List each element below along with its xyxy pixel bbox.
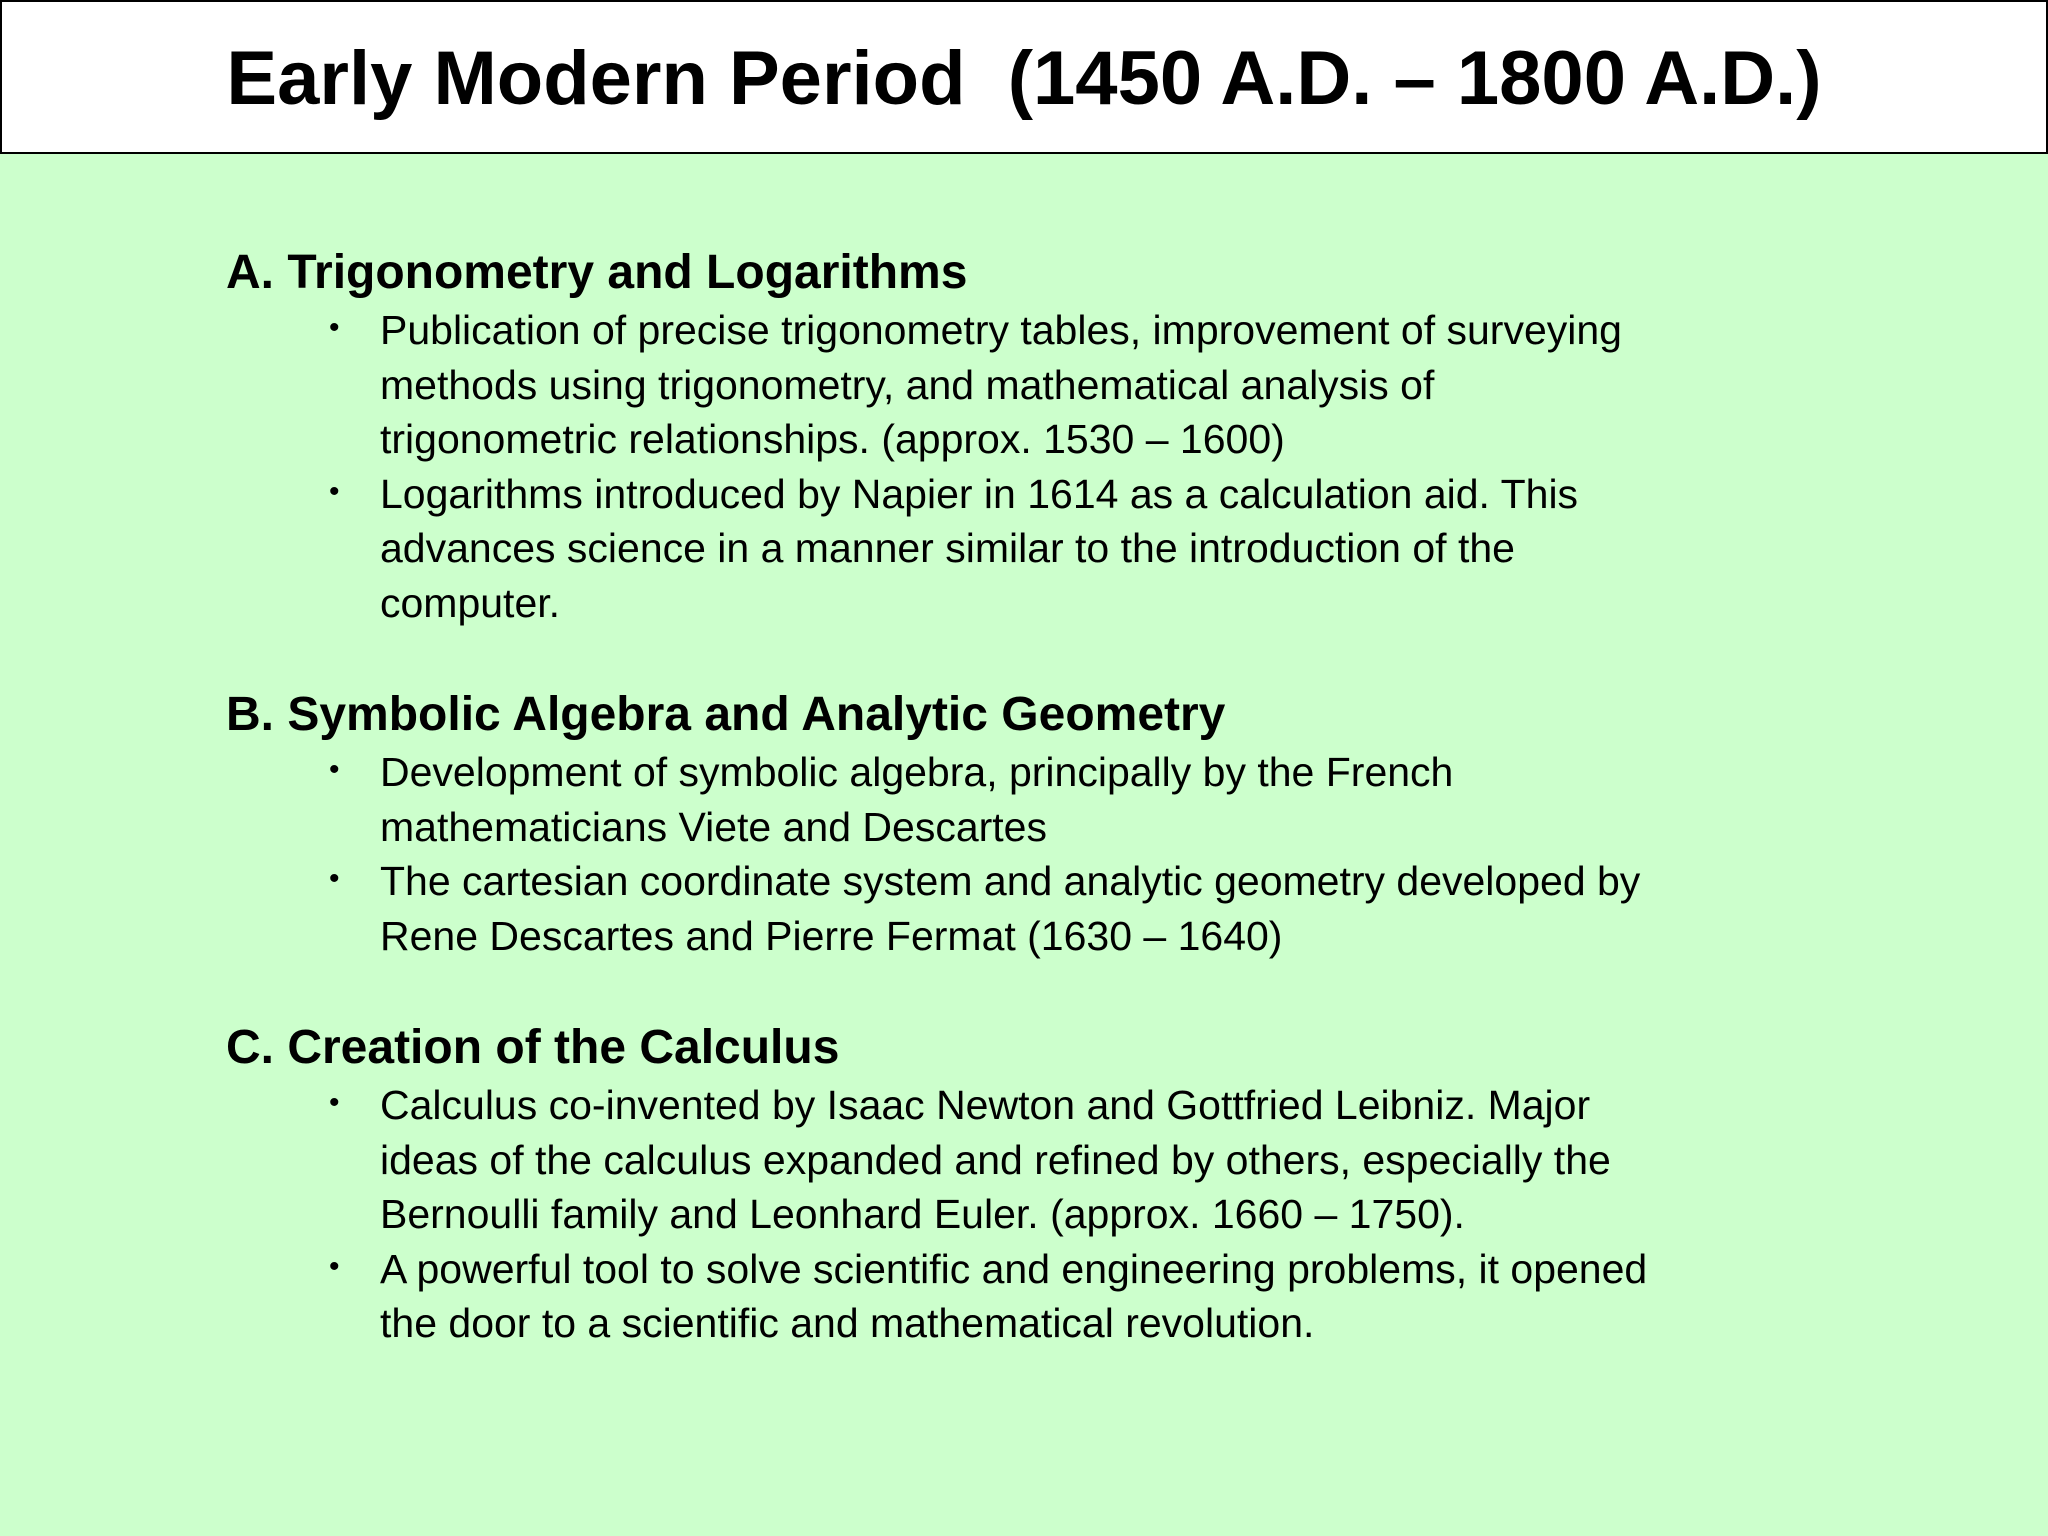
- bullet-text: [380, 303, 1880, 467]
- bullet-line: methods using trigonometry, and mathematical analysis of: [380, 361, 1435, 408]
- bullet-line: Rene Descartes and Pierre Fermat (1630 – 1640): [380, 912, 1283, 959]
- bullet-item: [329, 1242, 1880, 1351]
- bullet-line: the door to a scientific and mathematical revolution.: [380, 1300, 1315, 1346]
- bullet-icon: •: [329, 753, 340, 786]
- section-heading: C. Creation of the Calculus: [226, 1021, 840, 1074]
- bullet-line: A powerful tool to solve scientific and engineering problems, it opened: [380, 1245, 1648, 1292]
- section-calculus: [226, 1018, 1846, 1351]
- bullet-text: [380, 467, 1880, 631]
- bullet-line: The cartesian coordinate system and analytic geometry developed by: [380, 858, 1641, 904]
- section-heading: B. Symbolic Algebra and Analytic Geometry: [226, 688, 1226, 741]
- bullet-list: [226, 1078, 1846, 1351]
- bullet-item: [329, 854, 1880, 963]
- bullet-line: ideas of the calculus expanded and refined by others, especially the: [380, 1136, 1611, 1183]
- bullet-line: Calculus co-invented by Isaac Newton and Gottfried Leibniz. Major: [380, 1082, 1591, 1128]
- bullet-icon: •: [329, 474, 340, 508]
- bullet-text: [380, 1078, 1880, 1242]
- bullet-line: advances science in a manner similar to the introduction of the: [380, 525, 1515, 571]
- bullet-list: [226, 303, 1846, 630]
- section-heading: A. Trigonometry and Logarithms: [226, 246, 968, 299]
- title-bar: [0, 0, 2048, 154]
- slide-title: Early Modern Period (1450 A.D. – 1800 A.D.): [226, 35, 1822, 121]
- slide-content: [226, 243, 1846, 1351]
- bullet-line: Publication of precise trigonometry tables, improvement of surveying: [380, 307, 1622, 353]
- bullet-text: [380, 1242, 1880, 1351]
- bullet-item: [329, 1078, 1880, 1242]
- bullet-item: [329, 303, 1880, 467]
- bullet-list: [226, 745, 1846, 963]
- bullet-line: mathematicians Viete and Descartes: [380, 803, 1047, 850]
- bullet-line: computer.: [380, 579, 561, 626]
- bullet-line: Development of symbolic algebra, principally by the French: [380, 749, 1454, 795]
- bullet-line: Logarithms introduced by Napier in 1614 as a calculation aid. This: [380, 470, 1579, 517]
- bullet-item: [329, 467, 1880, 631]
- bullet-icon: •: [329, 1086, 340, 1119]
- bullet-icon: •: [329, 1249, 340, 1283]
- bullet-text: [380, 854, 1880, 963]
- bullet-line: trigonometric relationships. (approx. 1530 – 1600): [380, 416, 1285, 462]
- bullet-icon: •: [329, 311, 340, 344]
- section-algebra-geometry: [226, 685, 1846, 963]
- section-trigonometry: [226, 243, 1846, 630]
- bullet-text: [380, 745, 1880, 854]
- bullet-line: Bernoulli family and Leonhard Euler. (approx. 1660 – 1750).: [380, 1191, 1465, 1237]
- bullet-item: [329, 745, 1880, 854]
- bullet-icon: •: [329, 862, 340, 895]
